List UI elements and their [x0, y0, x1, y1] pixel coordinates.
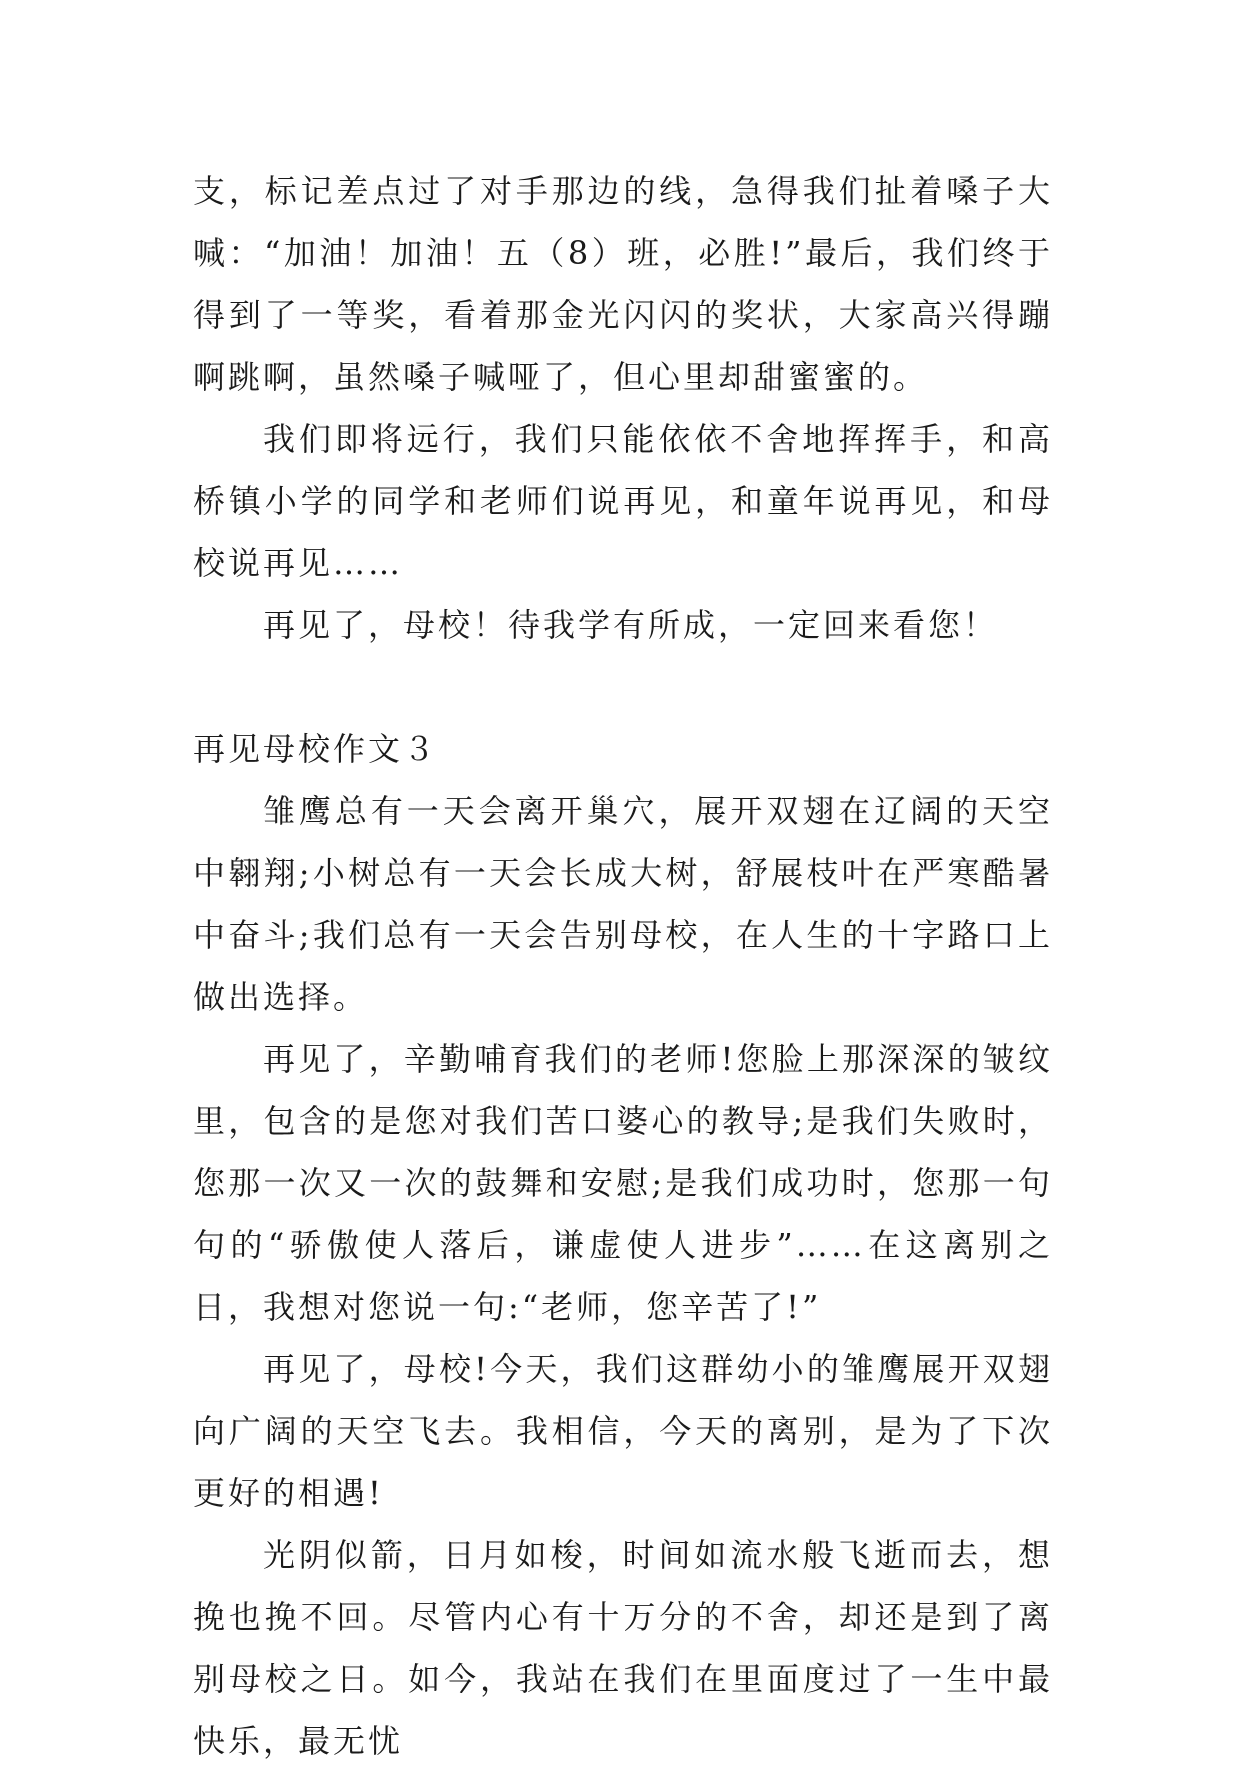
paragraph: 再见了，辛勤哺育我们的老师!您脸上那深深的皱纹里，包含的是您对我们苦口婆心的教导;是我们失败时，您那一次又一次的鼓舞和安慰;是我们成功时，您那一句句的“骄傲使人落后，谦虚使人进步”……在这离别之日，我想对您说一句:“老师，您辛苦了!” — [193, 1040, 1053, 1326]
section-title: 再见母校作文３ — [193, 730, 439, 768]
paragraph: 光阴似箭，日月如梭，时间如流水般飞逝而去，想挽也挽不回。尽管内心有十万分的不舍，却还是到了离别母校之日。如今，我站在我们在里面度过了一生中最快乐，最无忧 — [193, 1536, 1053, 1760]
paragraph: 雏鹰总有一天会离开巢穴，展开双翅在辽阔的天空中翱翔;小树总有一天会长成大树，舒展枝叶在严寒酷暑中奋斗;我们总有一天会告别母校，在人生的十字路口上做出选择。 — [193, 792, 1053, 1016]
paragraph: 再见了，母校！待我学有所成，一定回来看您！ — [263, 606, 999, 644]
paragraph-continued: 支，标记差点过了对手那边的线，急得我们扯着嗓子大喊：“加油！加油！五（8）班，必胜!”最后，我们终于得到了一等奖，看着那金光闪闪的奖状，大家高兴得蹦啊跳啊，虽然嗓子喊哑了，但心里却甜蜜蜜的。 — [193, 172, 1053, 396]
document-body — [193, 160, 1053, 1772]
paragraph: 我们即将远行，我们只能依依不舍地挥挥手，和高桥镇小学的同学和老师们说再见，和童年说再见，和母校说再见…… — [193, 420, 1053, 582]
paragraph: 再见了，母校!今天，我们这群幼小的雏鹰展开双翅向广阔的天空飞去。我相信，今天的离别，是为了下次更好的相遇! — [193, 1350, 1053, 1512]
